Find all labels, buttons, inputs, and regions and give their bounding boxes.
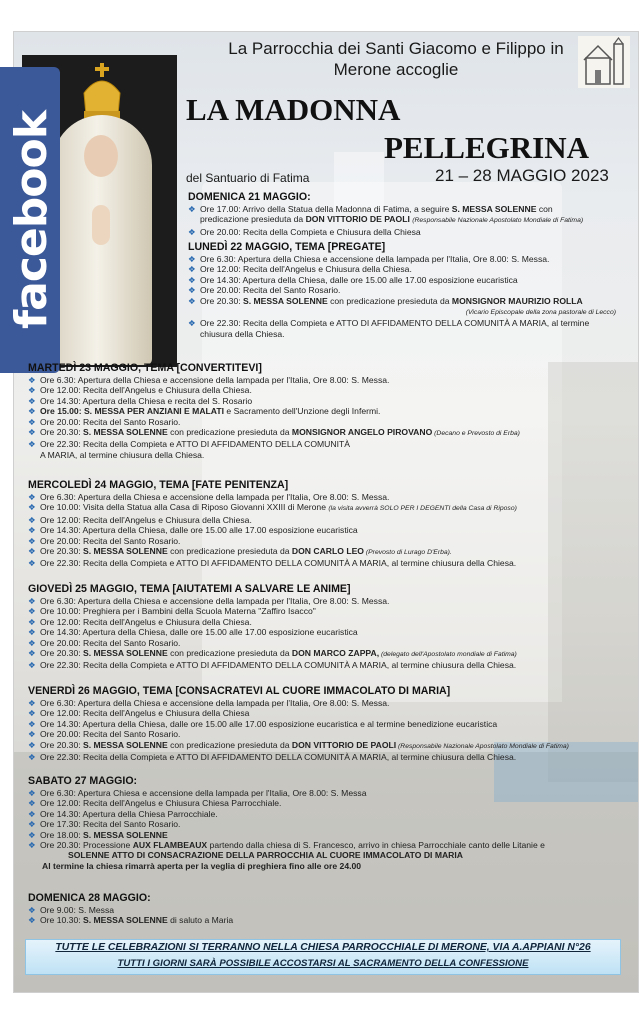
bullet-icon: ❖ — [28, 752, 36, 763]
schedule-line — [188, 296, 628, 306]
bullet-icon: ❖ — [28, 596, 36, 606]
line-text: Ore 20.00: Recita del Santo Rosario. — [40, 535, 181, 546]
line-text: Ore 6.30: Apertura della Chiesa e accensione della lampada per l'Italia, Ore 8.00: S. Messa. — [40, 596, 390, 606]
bullet-icon: ❖ — [28, 385, 36, 396]
bullet-icon: ❖ — [28, 627, 36, 638]
schedule-line — [28, 740, 618, 752]
day-heading: MARTEDÌ 23 MAGGIO, TEMA [CONVERTITEVI] — [28, 362, 262, 374]
bullet-icon: ❖ — [28, 502, 36, 513]
schedule-day-2 — [188, 241, 628, 339]
bullet-icon: ❖ — [28, 819, 36, 830]
schedule-line — [28, 788, 618, 798]
bullet-icon: ❖ — [28, 514, 36, 525]
bullet-icon: ❖ — [28, 840, 36, 851]
line-bold: DON VITTORIO DE PAOLI — [291, 739, 397, 750]
day-heading: GIOVEDÌ 25 MAGGIO, TEMA [AIUTATEMI A SALVARE LE ANIME] — [28, 583, 351, 595]
line-text: con predicazione presieduta da — [167, 739, 292, 750]
schedule-line — [28, 396, 618, 406]
bullet-icon: ❖ — [188, 264, 196, 275]
line-text: Ore 14.30: Apertura della Chiesa e recita del S. Rosario — [40, 395, 253, 406]
line-text: Ore 12.00: Recita dell'Angelus e Chiusura della Chiesa — [40, 708, 250, 719]
bullet-icon: ❖ — [28, 788, 36, 798]
line-text: Ore 20.30: — [40, 648, 83, 659]
schedule-line — [28, 596, 618, 606]
schedule-line — [28, 660, 618, 670]
schedule-line — [188, 329, 628, 339]
schedule-line — [28, 830, 618, 840]
bullet-icon: ❖ — [28, 492, 36, 502]
bullet-icon: ❖ — [28, 395, 36, 406]
schedule-line — [188, 306, 628, 318]
line-text: Ore 14.30: Apertura della Chiesa Parrocchiale. — [40, 808, 218, 819]
line-text: Ore 22.30: Recita della Compieta e ATTO DI AFFIDAMENTO DELLA COMUNITÀ A MARIA, al termine chiusura della Chiesa. — [40, 660, 517, 671]
schedule-day-1 — [188, 191, 628, 237]
line-bold: SOLENNE ATTO DI CONSACRAZIONE DELLA PARROCCHIA AL CUORE IMMACOLATO DI MARIA — [68, 850, 463, 861]
bullet-icon: ❖ — [188, 318, 196, 329]
line-text: Ore 9.00: S. Messa — [40, 905, 115, 915]
bullet-icon: ❖ — [28, 427, 36, 438]
schedule-line — [28, 638, 618, 648]
line-text: Ore 14.30: Apertura della Chiesa, dalle ore 15.00 alle 17.00 esposizione eucaristica — [40, 525, 358, 536]
schedule-line — [28, 809, 618, 819]
line-text: Ore 6.30: Apertura della Chiesa e accensione della lampada per l'Italia, Ore 8.00: S. Messa. — [200, 254, 550, 264]
line-note: (Prevosto di Lurago D'Erba). — [364, 549, 452, 557]
bullet-icon: ❖ — [28, 616, 36, 627]
line-text: Ore 10.00: Preghiera per i Bambini della Scuola Materna "Zaffiro Isacco" — [40, 606, 316, 617]
line-text: Ore 12.00: Recita dell'Angelus e Chiusura della Chiesa. — [40, 385, 252, 396]
bullet-icon: ❖ — [188, 295, 196, 306]
schedule-line — [188, 227, 628, 237]
bullet-icon: ❖ — [188, 204, 196, 214]
schedule-line — [28, 536, 618, 546]
schedule-line — [28, 385, 618, 395]
schedule-line — [188, 285, 628, 295]
praying-hands — [92, 205, 110, 245]
bullet-icon: ❖ — [28, 558, 36, 569]
schedule-line — [188, 275, 628, 285]
schedule-line — [28, 450, 618, 460]
line-bold: S. MESSA SOLENNE — [83, 739, 168, 750]
schedule-line — [188, 318, 628, 328]
bullet-icon: ❖ — [28, 698, 36, 708]
line-bold: S. MESSA SOLENNE — [83, 427, 168, 438]
banner-location: TUTTE LE CELEBRAZIONI SI TERRANNO NELLA CHIESA PARROCCHIALE DI MERONE, VIA A.APPIANI N°26 — [55, 942, 591, 953]
line-text: Ore 20.00: Recita del Santo Rosario. — [40, 729, 181, 740]
line-text: con predicazione presieduta da — [167, 648, 292, 659]
line-text: A MARIA, al termine chiusura della Chiesa. — [40, 449, 205, 460]
line-note: (Decano e Prevosto di Erba) — [432, 430, 520, 438]
line-text: Ore 12.00: Recita dell'Angelus e Chiusura della Chiesa. — [40, 514, 252, 525]
line-bold: DON VITTORIO DE PAOLI — [305, 214, 410, 225]
line-text: Ore 17.30: Recita del Santo Rosario. — [40, 819, 181, 830]
line-text: Ore 20.30: Processione — [40, 840, 133, 851]
line-bold: S. MESSA SOLENNE — [83, 829, 168, 840]
line-note: (Responsabile Nazionale Apostolato Mondiale di Fatima) — [396, 742, 569, 750]
line-text: predicazione presieduta da — [200, 214, 306, 225]
title-line2: PELLEGRINA — [384, 130, 589, 165]
bullet-icon: ❖ — [28, 525, 36, 536]
bullet-icon: ❖ — [28, 416, 36, 427]
day-heading: SABATO 27 MAGGIO: — [28, 775, 138, 787]
line-bold: S. MESSA SOLENNE — [83, 915, 168, 926]
line-text: Ore 10.00: Visita della Statua alla Casa di Riposo Giovanni XXIII di Merone — [40, 502, 329, 513]
line-text: Ore 12.00: Recita dell'Angelus e Chiusura della Chiesa. — [40, 616, 252, 627]
schedule-day-7 — [28, 775, 618, 871]
event-dates: 21 – 28 MAGGIO 2023 — [435, 166, 609, 185]
bullet-icon: ❖ — [188, 285, 196, 296]
schedule-line — [28, 439, 618, 449]
line-text: Ore 22.30: Recita della Compieta e ATTO DI AFFIDAMENTO DELLA COMUNITÀ A MARIA, al termine chiusura della Chiesa. — [40, 752, 517, 763]
line-text: di saluto a Maria — [167, 915, 234, 926]
facebook-badge[interactable] — [0, 67, 60, 373]
line-bold: MONSIGNOR ANGELO PIROVANO — [291, 427, 433, 438]
bullet-icon: ❖ — [28, 729, 36, 740]
line-text: Ore 20.00: Recita del Santo Rosario. — [200, 285, 341, 296]
bullet-icon: ❖ — [28, 535, 36, 546]
line-bold: S. MESSA SOLENNE — [243, 295, 328, 306]
line-text: Ore 20.30: — [40, 427, 83, 438]
day-heading: DOMENICA 28 MAGGIO: — [28, 892, 151, 904]
line-bold: DON CARLO LEO — [291, 546, 364, 557]
day-heading: MERCOLEDÌ 24 MAGGIO, TEMA [FATE PENITENZA] — [28, 479, 289, 491]
schedule-line — [28, 798, 618, 808]
schedule-line — [28, 525, 618, 535]
bullet-icon: ❖ — [28, 637, 36, 648]
line-text: Ore 6.30: Apertura Chiesa e accensione della lampada per l'Italia, Ore 8.00: S. Messa — [40, 788, 367, 798]
line-bold: Al termine la chiesa rimarrà aperta per la veglia di preghiera fino alle ore 24.00 — [42, 860, 362, 871]
header-line1: La Parrocchia dei Santi Giacomo e Filippo in — [228, 39, 564, 58]
line-text: Ore 20.00: Recita della Compieta e Chiusura della Chiesa — [200, 226, 421, 237]
schedule-line — [28, 375, 618, 385]
line-text: Ore 22.30: Recita della Compieta e ATTO DI AFFIDAMENTO DELLA COMUNITÀ A MARIA, al termine chiusura della Chiesa. — [40, 558, 517, 569]
line-text: Ore 20.30: — [200, 295, 243, 306]
bullet-icon: ❖ — [28, 739, 36, 750]
bullet-icon: ❖ — [28, 648, 36, 659]
schedule-line — [188, 204, 628, 214]
line-text: con — [536, 204, 553, 214]
line-bold: S. MESSA SOLENNE — [83, 546, 168, 557]
line-text: Ore 20.30: — [40, 546, 83, 557]
line-bold: MONSIGNOR MAURIZIO ROLLA — [451, 295, 583, 306]
bullet-icon: ❖ — [28, 546, 36, 557]
line-note: (la visita avverrà SOLO PER I DEGENTI della Casa di Riposo) — [328, 505, 517, 513]
schedule-line — [28, 752, 618, 762]
day-heading: LUNEDÌ 22 MAGGIO, TEMA [PREGATE] — [188, 241, 386, 253]
schedule-line — [28, 546, 618, 558]
schedule-line — [188, 254, 628, 264]
schedule-line — [28, 617, 618, 627]
line-text: Ore 14.30: Apertura della Chiesa, dalle ore 15.00 alle 17.00 esposizione eucaristica — [200, 274, 518, 285]
schedule-line — [188, 214, 628, 226]
bullet-icon: ❖ — [28, 708, 36, 719]
schedule-line — [28, 861, 618, 871]
schedule-day-4 — [28, 479, 618, 569]
line-text: Ore 20.00: Recita del Santo Rosario. — [40, 637, 181, 648]
line-text: Ore 6.30: Apertura della Chiesa e accensione della lampada per l'Italia, Ore 8.00: S. Messa. — [40, 492, 390, 502]
line-text: e Sacramento dell'Unzione degli Infermi. — [224, 406, 381, 417]
line-bold: S. MESSA SOLENNE — [83, 648, 168, 659]
crown-icon — [80, 63, 124, 121]
schedule-line — [28, 515, 618, 525]
schedule-line — [28, 502, 618, 514]
line-text: Ore 20.30: — [40, 739, 83, 750]
facebook-label: facebook — [6, 111, 57, 329]
day-heading: VENERDÌ 26 MAGGIO, TEMA [CONSACRATEVI AL CUORE IMMACOLATO DI MARIA] — [28, 685, 451, 697]
line-text: Ore 20.00: Recita del Santo Rosario. — [40, 416, 181, 427]
bullet-icon: ❖ — [28, 718, 36, 729]
banner-confession: TUTTI I GIORNI SARÀ POSSIBILE ACCOSTARSI AL SACRAMENTO DELLA CONFESSIONE — [117, 958, 529, 969]
line-text: partendo dalla chiesa di S. Francesco, arrivo in chiesa Parrocchiale canto delle Litanie e — [207, 840, 545, 851]
schedule-day-8 — [28, 892, 618, 926]
schedule-line — [28, 905, 618, 915]
schedule-line — [28, 648, 618, 660]
bullet-icon: ❖ — [28, 808, 36, 819]
header-parish — [186, 38, 606, 80]
header-line2: Merone accoglie — [333, 60, 459, 79]
schedule-line — [28, 915, 618, 925]
bullet-icon: ❖ — [28, 905, 36, 915]
schedule-line — [28, 558, 618, 568]
bullet-icon: ❖ — [188, 274, 196, 285]
bullet-icon: ❖ — [28, 439, 36, 450]
subtitle: del Santuario di Fatima — [186, 171, 310, 185]
schedule-line — [28, 708, 618, 718]
schedule-day-6 — [28, 685, 618, 762]
info-banner — [25, 939, 621, 975]
title-line1: LA MADONNA — [186, 92, 401, 127]
line-text: Ore 22.30: Recita della Compieta e ATTO DI AFFIDAMENTO DELLA COMUNITÀ — [40, 439, 350, 450]
face — [84, 135, 118, 177]
bullet-icon: ❖ — [28, 660, 36, 671]
schedule-line — [28, 492, 618, 502]
schedule-line — [28, 417, 618, 427]
schedule-line — [28, 819, 618, 829]
line-text: Ore 12.00: Recita dell'Angelus e Chiusura della Chiesa. — [200, 264, 412, 275]
schedule-line — [28, 606, 618, 616]
line-text: con predicazione presieduta da — [167, 546, 292, 557]
line-text: con predicazione presieduta da — [327, 295, 452, 306]
bullet-icon: ❖ — [28, 375, 36, 385]
schedule-line — [28, 698, 618, 708]
schedule-line — [28, 850, 618, 860]
bullet-icon: ❖ — [28, 915, 36, 926]
schedule-line — [28, 719, 618, 729]
bullet-icon: ❖ — [188, 226, 196, 237]
schedule-day-3 — [28, 362, 618, 460]
line-note: (delegato dell'Apostolato mondiale di Fatima) — [379, 651, 517, 659]
line-text: Ore 6.30: Apertura della Chiesa e accensione della lampada per l'Italia, Ore 8.00: S. Messa. — [40, 698, 390, 708]
line-text: con predicazione presieduta da — [167, 427, 292, 438]
schedule-line — [28, 840, 618, 850]
line-bold: S. MESSA SOLENNE — [451, 204, 537, 214]
schedule-day-5 — [28, 583, 618, 671]
day-heading: DOMENICA 21 MAGGIO: — [188, 191, 311, 203]
line-bold: AUX FLAMBEAUX — [132, 840, 208, 851]
bullet-icon: ❖ — [188, 254, 196, 264]
line-text: Ore 18.00: — [40, 829, 83, 840]
line-text: Ore 10.30: — [40, 915, 83, 926]
bullet-icon: ❖ — [28, 406, 36, 417]
line-text: Ore 12.00: Recita dell'Angelus e Chiusura Chiesa Parrocchiale. — [40, 798, 282, 809]
line-text: chiusura della Chiesa. — [200, 328, 285, 339]
bullet-icon: ❖ — [28, 798, 36, 809]
line-text: Ore 14.30: Apertura della Chiesa, dalle ore 15.00 alle 17.00 esposizione eucaristica e al termine benedizione eucaristica — [40, 718, 498, 729]
schedule-line — [28, 729, 618, 739]
line-note: (Vicario Episcopale della zona pastorale di Lecco) — [465, 309, 616, 317]
line-bold: Ore 15.00: S. MESSA PER ANZIANI E MALATI — [40, 406, 225, 417]
schedule-line — [28, 406, 618, 416]
schedule-line — [188, 264, 628, 274]
schedule-line — [28, 627, 618, 637]
bullet-icon: ❖ — [28, 829, 36, 840]
line-text: Ore 14.30: Apertura della Chiesa, dalle ore 15.00 alle 17.00 esposizione eucaristica — [40, 627, 358, 638]
bullet-icon: ❖ — [28, 606, 36, 617]
schedule-line — [28, 427, 618, 439]
line-bold: DON MARCO ZAPPA, — [291, 648, 380, 659]
line-text: Ore 22.30: Recita della Compieta e ATTO DI AFFIDAMENTO DELLA COMUNITÀ A MARIA, al termine — [200, 318, 590, 329]
line-text: Ore 17.00: Arrivo della Statua della Madonna di Fatima, a seguire — [200, 204, 452, 214]
line-note: (Responsabile Nazionale Apostolato Mondiale di Fatima) — [412, 217, 584, 225]
line-text: Ore 6.30: Apertura della Chiesa e accensione della lampada per l'Italia, Ore 8.00: S. Messa. — [40, 375, 390, 385]
